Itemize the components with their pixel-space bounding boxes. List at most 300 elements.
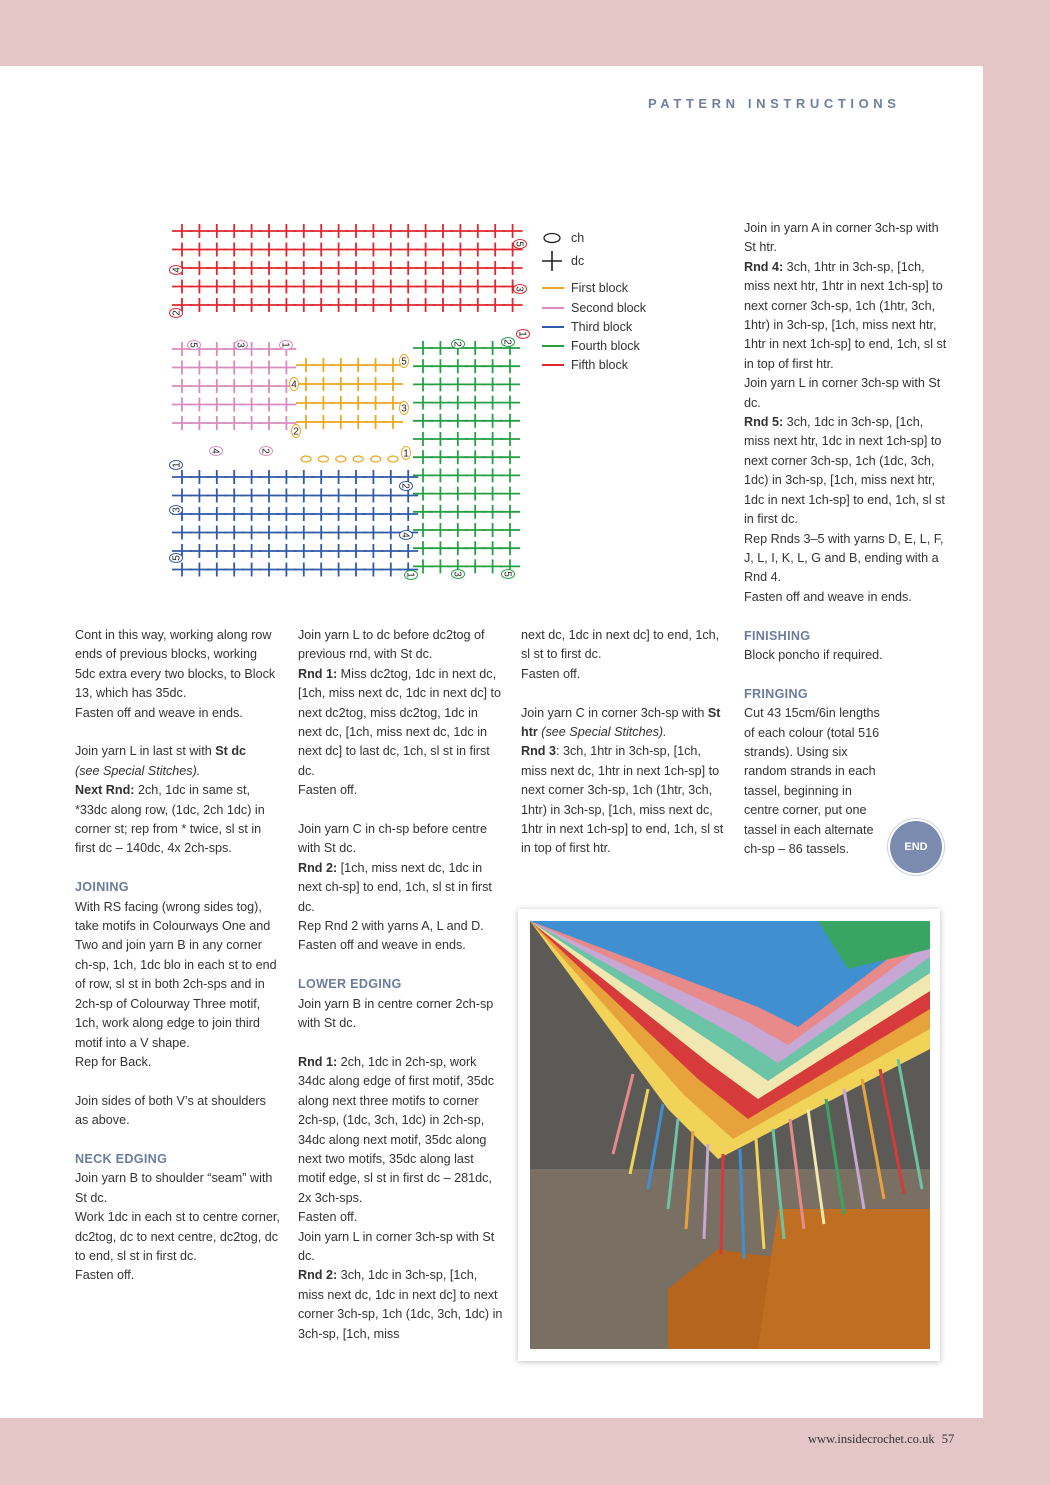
paragraph: Join yarn B in centre corner 2ch-sp with St dc. [298,996,494,1031]
dc-stitch [500,396,520,410]
bold-text: St dc [215,744,247,759]
row-number-label [400,402,409,415]
neck-edging-heading: NECK EDGING [75,1151,168,1166]
dc-stitch [398,243,418,257]
dc-stitch [172,361,192,375]
row-number-label [452,340,465,349]
dc-stitch [224,507,244,521]
svg-text:1: 1 [516,331,528,337]
paragraph: Cont in this way, working along row ends of previous blocks, working 5dc extra every two blocks, to Block 13, which has 35dc. [75,628,276,701]
dc-stitch [276,489,296,503]
dc-stitch [430,450,450,464]
text: 3ch, 1htr in 3ch-sp, [1ch, miss next htr, 1htr in next 1ch-sp] to next corner 3ch-sp, 1ch (1htr, 3ch, 1htr) in 3ch-sp, [1ch, miss next htr, 1htr in next 1ch-sp] to end, 1ch, sl st in top of first htr. [744,259,947,371]
page-number: 57 [941,1432,955,1446]
dc-stitch [294,280,314,294]
dc-stitch [348,358,368,372]
chain-stitch [336,456,346,462]
dc-stitch [381,243,401,257]
dc-stitch [465,541,485,555]
dc-stitch [329,470,349,484]
dc-stitch [172,470,192,484]
dc-stitch [381,507,401,521]
paragraph: Fasten off and weave in ends. [744,589,912,604]
dc-stitch [381,526,401,540]
dc-stitch [398,544,418,558]
row-number-label [290,378,299,391]
dc-stitch [311,298,331,312]
round-label: Rnd 2: [298,860,338,875]
legend-third-block-label: Third block [571,320,633,334]
dc-stitch [259,507,279,521]
dc-stitch [416,243,436,257]
dc-stitch [172,224,192,238]
dc-stitch [483,359,503,373]
dc-stitch [276,526,296,540]
dc-stitch [430,559,450,573]
dc-stitch [189,544,209,558]
dc-stitch [311,563,331,577]
text: : 3ch, 1htr in 3ch-sp, [1ch, miss next dc, 1htr in next 1ch-sp] to next corner 3ch-sp, 1ch (1htr, 3ch, 1htr) in 3ch-sp, [1ch, miss next dc, 1htr in next 1ch-sp] to end, 1ch, sl st in top of first htr. [521,744,724,856]
dc-stitch [500,377,520,391]
dc-stitch [483,414,503,428]
dc-stitch [172,489,192,503]
dc-stitch [485,261,505,275]
dc-stitch [294,470,314,484]
dc-stitch [329,489,349,503]
paragraph [744,258,949,374]
dc-stitch [500,432,520,446]
dc-stitch [363,544,383,558]
svg-text:2: 2 [171,310,183,316]
dc-stitch [348,396,368,410]
dc-stitch [346,261,366,275]
dc-stitch [413,505,433,519]
dc-stitch [413,432,433,446]
dc-stitch [413,377,433,391]
dc-stitch [413,487,433,501]
svg-text:3: 3 [401,403,407,415]
dc-stitch [381,298,401,312]
legend-fifth-block-label: Fifth block [571,358,628,372]
dc-stitch [448,523,468,537]
dc-stitch [413,414,433,428]
svg-text:1: 1 [279,342,291,348]
round-label: Rnd 4: [744,259,784,274]
dc-stitch [383,415,403,429]
instructions-column-1 [75,626,280,1286]
dc-stitch [503,224,523,238]
paragraph: Join yarn L in corner 3ch-sp with St dc. [298,1229,495,1263]
dc-stitch [189,526,209,540]
paragraph [521,742,726,858]
row-number-label [210,447,223,456]
row-number-label [502,570,515,579]
paragraph: Fasten off. [298,1210,358,1225]
row-number-label [400,482,413,491]
dc-stitch [416,261,436,275]
dc-stitch [259,470,279,484]
dc-stitch [448,432,468,446]
dc-stitch [465,414,485,428]
row-number-label [170,554,183,563]
svg-text:2: 2 [451,341,463,347]
dc-stitch [259,243,279,257]
dc-stitch [503,261,523,275]
dc-stitch [172,379,192,393]
dc-stitch [311,526,331,540]
paragraph [298,1053,503,1208]
italic-text: (see Special Stitches). [537,725,667,740]
dc-stitch [381,470,401,484]
row-number-label [170,506,183,515]
dc-stitch [448,359,468,373]
dc-stitch [331,358,351,372]
dc-stitch [465,559,485,573]
svg-text:3: 3 [513,286,525,292]
dc-stitch [224,489,244,503]
dc-stitch [430,541,450,555]
legend-dc-label: dc [571,254,585,268]
legend-fifth-block [540,357,628,373]
paragraph [75,742,280,781]
dc-stitch [383,377,403,391]
dc-stitch [313,396,333,410]
legend-chain-label: ch [571,231,585,245]
dc-stitch [189,243,209,257]
dc-stitch [433,280,453,294]
legend-second-block-label: Second block [571,301,647,315]
dc-stitch [465,523,485,537]
legend-second-block [540,300,646,316]
dc-stitch [363,470,383,484]
legend-dc [540,253,584,269]
dc-stitch [313,358,333,372]
dc-stitch [331,396,351,410]
dc-stitch [500,505,520,519]
dc-stitch [276,563,296,577]
dc-stitch [294,507,314,521]
dc-stitch [346,224,366,238]
dc-stitch [276,544,296,558]
dc-stitch [329,243,349,257]
dc-stitch [413,468,433,482]
svg-text:3: 3 [451,571,463,577]
dc-stitch [207,298,227,312]
dc-stitch [398,261,418,275]
dc-stitch [259,361,279,375]
dc-stitch [207,416,227,430]
paragraph: Join yarn C in ch-sp before centre with St dc. [298,822,487,856]
dc-stitch [276,507,296,521]
dc-stitch [189,470,209,484]
text: 3ch, 1dc in 3ch-sp, [1ch, miss next dc, 1dc in next dc] to next corner 3ch-sp, 1ch (1dc, 3ch, 1dc) in 3ch-sp, [1ch, miss [298,1268,503,1341]
row-number-label [260,447,273,456]
dc-stitch [224,224,244,238]
dc-stitch [430,341,450,355]
dc-stitch [242,563,262,577]
dc-stitch [433,298,453,312]
legend-first-block [540,280,628,296]
dc-stitch [363,526,383,540]
row-number-label [292,425,301,438]
dc-stitch [500,468,520,482]
dc-stitch [413,523,433,537]
page-header: PATTERN INSTRUCTIONS [648,96,901,111]
chain-stitch [388,456,398,462]
dc-stitch [224,526,244,540]
dc-stitch [448,377,468,391]
dc-stitch [500,523,520,537]
dc-stitch [311,470,331,484]
dc-stitch [363,224,383,238]
dc-stitch [276,243,296,257]
dc-stitch [242,361,262,375]
finishing-heading: FINISHING [744,628,811,643]
dc-stitch [416,224,436,238]
dc-stitch [430,432,450,446]
paragraph: Join yarn L to dc before dc2tog of previous rnd, with St dc. [298,628,485,662]
dc-stitch [450,243,470,257]
dc-stitch [224,544,244,558]
dc-stitch [294,544,314,558]
dc-stitch [433,243,453,257]
dc-stitch [483,396,503,410]
dc-stitch [242,224,262,238]
dc-stitch [483,541,503,555]
dc-stitch [207,470,227,484]
dc-stitch [430,359,450,373]
paragraph: Rep Rnds 3–5 with yarns D, E, L, F, J, L, I, K, L, G and B, ending with a Rnd 4. [744,531,944,585]
dc-stitch [363,489,383,503]
fringing-heading: FRINGING [744,686,808,701]
paragraph: Rep Rnd 2 with yarns A, L and D. [298,919,484,934]
third-block-swatch [542,326,564,328]
dc-stitch [294,298,314,312]
dc-stitch [242,526,262,540]
dc-stitch [398,224,418,238]
row-number-label [452,570,465,579]
dc-stitch [259,342,279,356]
text: 2ch, 1dc in same st, *33dc along row, (1dc, 2ch 1dc) in corner st; rep from * twice, sl st in first dc – 140dc, 4x 2ch-sps. [75,783,265,856]
svg-text:3: 3 [234,342,246,348]
dc-stitch [363,563,383,577]
dc-stitch [189,298,209,312]
dc-stitch [311,489,331,503]
dc-stitch [346,526,366,540]
dc-stitch [483,432,503,446]
dc-stitch [381,280,401,294]
dc-stitch [259,416,279,430]
dc-stitch [242,243,262,257]
row-number-label [517,330,530,339]
dc-stitch [363,280,383,294]
fifth-block-swatch [542,364,564,366]
dc-stitch [483,450,503,464]
dc-stitch [311,224,331,238]
dc-stitch [172,416,192,430]
dc-stitch [224,398,244,412]
dc-stitch [259,298,279,312]
svg-text:1: 1 [404,572,416,578]
dc-stitch [430,377,450,391]
dc-stitch [346,280,366,294]
dc-stitch [430,414,450,428]
dc-stitch [448,396,468,410]
dc-stitch [483,559,503,573]
dc-stitch [485,243,505,257]
row-number-label [280,341,293,350]
dc-stitch [468,224,488,238]
dc-stitch [413,359,433,373]
dc-stitch [430,468,450,482]
fourth-block-swatch [542,345,564,347]
round-label: Rnd 2: [298,1268,338,1283]
legend-chain [540,230,584,246]
dc-stitch [465,432,485,446]
dc-stitch [346,507,366,521]
dc-stitch [348,377,368,391]
dc-stitch [331,377,351,391]
dc-stitch [329,261,349,275]
dc-stitch [468,261,488,275]
dc-stitch [242,379,262,393]
dc-stitch [294,243,314,257]
chain-oval-icon [540,230,566,246]
dc-stitch [366,396,386,410]
svg-text:5: 5 [501,571,513,577]
dc-stitch [346,563,366,577]
dc-stitch [207,280,227,294]
bold-text: St htr [521,705,721,740]
dc-stitch [172,280,192,294]
dc-stitch [224,563,244,577]
text: 3ch, 1dc in 3ch-sp, [1ch, miss next htr, 1dc in next 1ch-sp] to next corner 3ch-sp, 1ch (1dc, 3ch, 1dc) in 3ch-sp, [1ch, miss next htr, 1dc in next 1ch-sp] to end, 1ch, sl st in first dc. [744,415,945,527]
svg-text:2: 2 [259,448,271,454]
dc-stitch [207,507,227,521]
dc-stitch [242,298,262,312]
dc-stitch [329,298,349,312]
dc-stitch [381,224,401,238]
dc-stitch [294,563,314,577]
paragraph [744,413,949,529]
dc-stitch [207,243,227,257]
dc-stitch [468,243,488,257]
dc-stitch [172,243,192,257]
dc-cross-icon [540,253,566,269]
dc-stitch [381,261,401,275]
dc-stitch [433,224,453,238]
dc-stitch [398,507,418,521]
dc-stitch [259,489,279,503]
dc-stitch [465,505,485,519]
dc-stitch [313,415,333,429]
dc-stitch [363,243,383,257]
row-number-label [514,285,527,294]
dc-stitch [296,396,316,410]
dc-stitch [224,379,244,393]
paragraph [75,781,280,859]
chain-stitch [371,456,381,462]
dc-stitch [363,298,383,312]
page-footer [808,1432,954,1447]
dc-stitch [329,224,349,238]
dc-stitch [448,414,468,428]
chain-stitch [353,456,363,462]
round-label: Rnd 1: [298,666,338,681]
svg-text:1: 1 [403,448,409,460]
legend-fourth-block [540,338,640,354]
row-number-label [400,531,413,540]
paragraph [521,704,726,743]
dc-stitch [224,470,244,484]
dc-stitch [242,489,262,503]
dc-stitch [448,468,468,482]
dc-stitch [207,563,227,577]
dc-stitch [207,526,227,540]
dc-stitch [276,261,296,275]
dc-stitch [311,261,331,275]
dc-stitch [224,280,244,294]
paragraph: Join in yarn A in corner 3ch-sp with St htr. [744,221,939,255]
dc-stitch [294,489,314,503]
legend-third-block [540,319,632,335]
dc-stitch [346,243,366,257]
round-label: Next Rnd: [75,783,135,798]
dc-stitch [416,280,436,294]
dc-stitch [430,523,450,537]
dc-stitch [311,280,331,294]
dc-stitch [242,416,262,430]
legend-first-block-label: First block [571,281,628,295]
dc-stitch [172,526,192,540]
dc-stitch [242,398,262,412]
paragraph: Rep for Back. [75,1054,152,1069]
dc-stitch [313,377,333,391]
dc-stitch [276,280,296,294]
paragraph: Fasten off. [521,666,581,681]
dc-stitch [331,415,351,429]
dc-stitch [242,544,262,558]
svg-text:4: 4 [171,267,183,273]
dc-stitch [259,398,279,412]
dc-stitch [448,487,468,501]
dc-stitch [483,468,503,482]
dc-stitch [242,507,262,521]
row-number-label [400,355,409,368]
poncho-image [518,909,940,1361]
svg-text:2: 2 [501,339,513,345]
svg-text:2: 2 [293,426,299,438]
dc-stitch [224,261,244,275]
dc-stitch [329,544,349,558]
end-badge: END [890,821,942,873]
footer-url: www.insidecrochet.co.uk [808,1432,935,1446]
dc-stitch [207,489,227,503]
row-number-label [188,341,201,350]
svg-text:2: 2 [399,483,411,489]
dc-stitch [413,341,433,355]
paragraph: Fasten off and weave in ends. [298,938,466,953]
italic-text: (see Special Stitches). [75,763,201,778]
dc-stitch [381,544,401,558]
dc-stitch [172,398,192,412]
svg-text:4: 4 [291,379,297,391]
instructions-column-2 [298,626,503,1344]
dc-stitch [259,261,279,275]
svg-text:4: 4 [399,532,411,538]
dc-stitch [485,298,505,312]
dc-stitch [189,416,209,430]
